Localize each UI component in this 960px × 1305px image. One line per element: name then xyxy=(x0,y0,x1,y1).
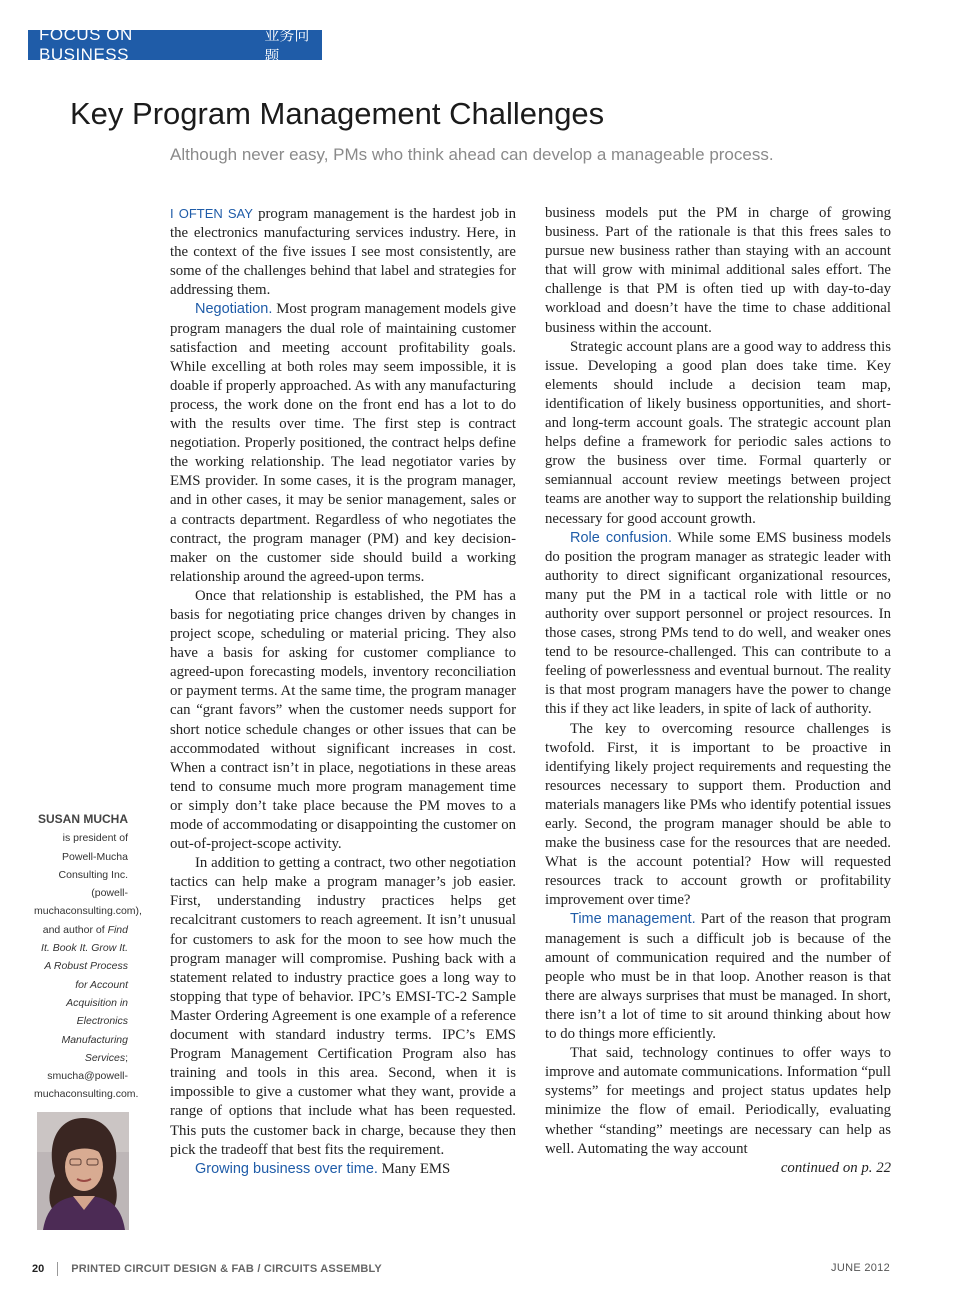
book-title: Find It. Book It. Grow It. A Robust Process for Account Acquisition in Electronics Manufacturing Services xyxy=(41,923,128,1064)
paragraph-time xyxy=(545,910,891,1044)
paragraph-text: While some EMS business models do position the program manager as strategic leader with authority to direct significant organizational resources, many put the PM in a tactical role with little or no authority over support personnel or project resources. In those cases, strong PMs tend to do well, and weaker ones tend to be resource-challenged. This can contribute to a feeling of powerlessness and eventual burnout. The reality is that most program managers have the power to change this if they act like leaders, in spite of lack of authority. xyxy=(545,529,891,718)
paragraph: The key to overcoming resource challenges is twofold. First, it is important to be proactive in identifying likely project requirements and requesting the resources necessary to support them. Production and materials managers like PMs who identify potential issues early. Second, the program manager should be able to make the business case for the resources that are needed. What is the account potential? How will requested resources track to account growth or profitability improvement over time? xyxy=(545,720,891,909)
section-tab xyxy=(28,25,322,65)
publication-name: PRINTED CIRCUIT DESIGN & FAB / CIRCUITS ASSEMBLY xyxy=(71,1263,382,1275)
author-name: SUSAN MUCHA xyxy=(38,812,128,826)
paragraph: Strategic account plans are a good way to address this issue. Developing a good plan does take time. Key elements should include a decision team map, identification of likely business opportunities, and short- and long-term account goals. The strategic account plan helps define a framework for periodic sales actions to grow the business over time. Formal quarterly or semiannual account review meetings between project teams are another way to support the relationship building necessary for good account growth. xyxy=(545,338,891,527)
bio-text: is president of Powell-Mucha Consulting Inc. (powell-muchaconsulting.com), and author of xyxy=(34,832,142,936)
paragraph-role xyxy=(545,529,891,720)
portrait-image xyxy=(37,1112,129,1230)
page-footer-left xyxy=(32,1262,382,1276)
article-title: Key Program Management Challenges xyxy=(70,96,605,131)
continued-note: continued on p. 22 xyxy=(780,1159,891,1176)
paragraph-text: Most program management models give program managers the dual role of maintaining customer satisfaction and meeting account profitability goals. While excelling at both roles may seem impossible, it is doable if properly approached. As with any manufacturing process, the work done on the front end has a lot to do with the results over time. The first step is contract negotiation. Properly positioned, the contract helps define the working relationship. The lead negotiator varies by EMS provider. In some cases, it is the program manager, and in other cases, it may be senior management, sales or a contracts department. Regardless of who negotiates the contract, the program manager (PM) and key decision-maker on the customer side should build a working relationship around the agreed-upon terms. xyxy=(170,301,516,585)
paragraph-text: program management is the hardest job in the electronics manufacturing services industry. Here, in the context of the five issues I see most consistently, are some of the challenges behind that label and strategies for addressing them. xyxy=(170,206,516,299)
article-subtitle: Although never easy, PMs who think ahead can develop a manageable process. xyxy=(170,145,774,164)
section-heading-role-confusion: Role confusion. xyxy=(570,529,672,546)
author-photo xyxy=(37,1112,129,1230)
section-label-chinese: 业务问题 xyxy=(264,26,310,65)
section-label: FOCUS ON BUSINESS xyxy=(39,25,133,64)
paragraph: That said, technology continues to offer ways to improve and automate communications. Information “pull systems” for meetings and project status updates help minimize the flow of email. Periodically, evaluating whether “standing” meetings are necessary can help as well. Automating the way account xyxy=(545,1045,891,1157)
paragraph: business models put the PM in charge of growing business. Part of the rationale is that this frees sales to pursue new business rather than staying with an account that will grow with minimal additional sales effort. The challenge is that PM is often tied up with day-to-day workload and doesn’t have the time to chase additional business within the account. xyxy=(545,205,891,336)
paragraph: Once that relationship is established, the PM has a basis for negotiating price changes driven by changes in project scope, scheduling or material pricing. They also have a basis for asking for customer compliance to agreed-upon forecasting models, inventory reconciliation or payment terms. At the same time, the program manager can “grant favors” when the customer needs support for short notice schedule changes or other issues that can be accommodated without significant increases in cost. When a contract isn’t in place, negotiations in these areas tend to consume much more program management time or simply don’t take place because the PM moves to a mode of accommodating or disappointing the customer on out-of-project-scope activity. xyxy=(170,587,516,853)
section-heading-time-management: Time management. xyxy=(570,911,696,928)
paragraph-intro xyxy=(170,204,516,300)
page-number: 20 xyxy=(32,1263,45,1275)
footer-divider xyxy=(57,1262,58,1276)
paragraph: In addition to getting a contract, two other negotiation tactics can help make a program manager’s job easier. First, understanding industry practices helps get recalcitrant customers to reach agreement. It isn’t unusual for customers to ask for the moon to see how much the program manager will compromise. Pushing back with a statement related to industry practice goes a long way to stopping that type of behavior. IPC’s EMSI-TC-2 Sample Master Ordering Agreement is one example of a reference document with standard industry terms. IPC’s EMS Program Management Certification Program also has training and tools in this area. Second, when it is impossible to give a customer what they want, provide a range of options that include what has been requested. This puts the customer back in charge, because they then pick the tradeoff that best fits the requirement. xyxy=(170,855,516,1158)
author-bio xyxy=(34,810,142,1104)
section-heading-growing-business: Growing business over time. xyxy=(195,1160,378,1177)
article-column-right xyxy=(545,204,891,1178)
issue-date: JUNE 2012 xyxy=(831,1262,890,1274)
paragraph-text: Part of the reason that program management is such a difficult job is because of the amount of communication required and the number of people who must be in that loop. Another reason is that there are always surprises that must be managed. In short, there isn’t a lot of time to sit around thinking about how to do things more efficiently. xyxy=(545,911,891,1043)
article-column-left xyxy=(170,204,516,1179)
paragraph-growing xyxy=(170,1160,516,1179)
bio-contact: ; smucha@powell-muchaconsulting.com. xyxy=(34,1051,139,1101)
paragraph-text: Many EMS xyxy=(377,1160,451,1177)
paragraph-negotiation xyxy=(170,300,516,586)
lead-in: I OFTEN SAY xyxy=(170,206,253,221)
section-heading-negotiation: Negotiation. xyxy=(195,301,273,318)
